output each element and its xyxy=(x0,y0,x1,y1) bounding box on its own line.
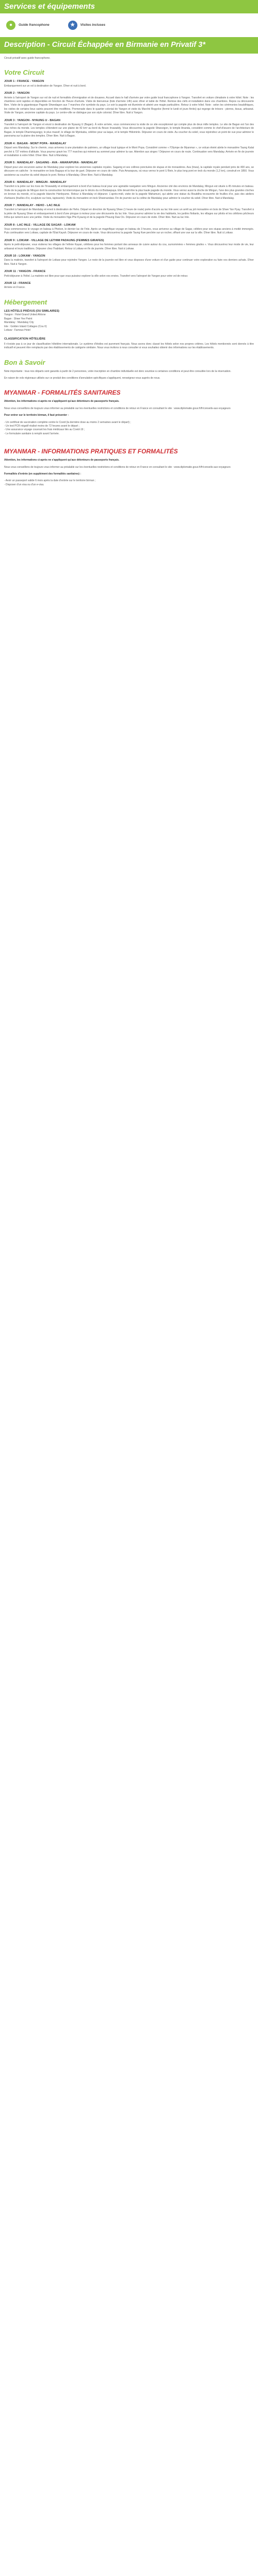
day-body: Après le petit-déjeuner, vous visiterez les villages de l'ethnie Kayan, célèbres pour les femmes portant des anneaux de cuivre autour du cou, surnommées « femmes girafes ». Vous découvrirez leur mode de vie, leur artisanat et leurs traditions. Déjeuner chez l'habitant. Retour à Loikaw en fin de journée. Dîner libre. Nuit à Loikaw. xyxy=(4,243,254,250)
hotel-line: Mandalay : Mandalay City xyxy=(4,321,34,325)
hotels-label: LES HÔTELS PRÉVUS (OU SIMILAIRES) xyxy=(4,309,59,313)
formalites2-p3: - Avoir un passeport valide 6 mois après la date d'entrée sur le territoire birman ; xyxy=(4,479,96,483)
itinerary-day xyxy=(0,161,258,177)
hotel-line: Bagan : Shwe Yee Pwint xyxy=(4,317,33,320)
day-title: JOUR 12 : FRANCE xyxy=(4,282,31,285)
itinerary-day xyxy=(0,92,258,115)
itinerary-day xyxy=(0,204,258,220)
bon-voyage-title: Bon à Savoir xyxy=(4,358,45,366)
formalites-sanitaires-title: MYANMAR - FORMALITÉS SANITAIRES xyxy=(4,389,121,397)
day-title: JOUR 4 : BAGAN - MONT POPA - MANDALAY xyxy=(4,142,67,145)
itinerary-day xyxy=(0,224,258,235)
formalites-list-item: - Le formulaire sanitaire à remplir avant l'arrivée. xyxy=(4,432,60,435)
classification-title: CLASSIFICATION HÔTELIÈRE xyxy=(4,337,46,341)
day-body: Transfert à l'aéroport de Yangon et envol à destination de Nyaung U (Bagan). À votre arrivée, vous commencerez la visite de ce site exceptionnel qui compte plus de deux mille temples. Le site de Bagan est l'un des plus riches du monde. Les temples s'étendent sur une plaine de 42 km² au bord du fleuve Irrawaddy. Vous découvrirez la pagode Shwezigon, le temple Ananda, considéré comme le chef-d'œuvre de l'architecture de Bagan, le temple Dhammayangyi, le plus massif, le village de Myinkaba, célèbre pour sa laque, et le temple Htilominlo. Déjeuner en cours de visite. Au coucher du soleil, vous rejoindrez un point de vue pour admirer le panorama sur la plaine des temples. Dîner libre. Nuit à Bagan. xyxy=(4,123,254,138)
day-body: Départ vers Mandalay. Sur le chemin, vous arriverez à une plantation de palmiers, un village local typique et le Mont Popa. Considéré comme « l'Olympe de Myanmar », ce volcan éteint abrite le monastère Taung Kalat perché à 737 mètres d'altitude. Vous pourrez gravir les 777 marches qui mènent au sommet pour admirer la vue. Attention aux singes ! Déjeuner en cours de route. Continuation vers Mandalay. Arrivée en fin de journée et installation à votre hôtel. Dîner libre. Nuit à Mandalay. xyxy=(4,146,254,157)
itinerary-day xyxy=(0,119,258,139)
day-title: JOUR 2 : YANGON xyxy=(4,92,30,95)
day-title: JOUR 8 : LAC INLE - VILLAGE DE SAGAR - LOIKAW xyxy=(4,223,76,227)
description-intro: Circuit privatif avec guide francophone. xyxy=(4,57,51,60)
formalites-list-item: - Un test PCR négatif réalisé moins de 72 heures avant le départ ; xyxy=(4,424,79,428)
itinerary-day xyxy=(0,80,258,88)
day-body: Arrivée en France. xyxy=(4,286,26,290)
hotel-line: Inle : Golden Island Cottages (Cou II) xyxy=(4,325,47,328)
badge-guide-label: Guide francophone xyxy=(19,23,50,27)
itinerary-day xyxy=(0,181,258,200)
formalites-warning xyxy=(0,400,258,403)
day-body: Transfert à l'aéroport de Mandalay et envol à destination de Heho. Départ en direction de Nyaung Shwe (1 heure de route) porte d'accès au lac Inle avec un arrêt au joli monastère en bois de Shwe Yan Pyay. Transfert à la jetée de Nyaung Shwe et embarquement à bord d'une pirogue à moteur pour une découverte du lac Inle. Vous pourrez admirer la vie des habitants, les jardins flottants, les villages sur pilotis et les célèbres pêcheurs Intha qui rament avec une jambe. Visite du monastère Nga Phe Kyaung et de la pagode Phaung Daw Oo. Déjeuner en cours de visite. Dîner libre. Nuit au lac Inle. xyxy=(4,208,254,219)
visits-icon: ★ xyxy=(68,21,77,30)
day-body: Vous commencerez le voyage en bateau à Phekon, le dernier lac de l'Inle. Après un magnifique voyage en bateau de 3 heures, vous arriverez au village de Sagar, célèbre pour ses stupas anciens à moitié immergés. Puis continuation vers Loikaw, capitale de l'État Kayah. Déjeuner en cours de route. Vous découvrirez la pagode Taung Kwe perchée sur un rocher, offrant une vue sur la ville. Dîner libre. Nuit à Loikaw. xyxy=(4,228,254,235)
itinerary-day xyxy=(0,270,258,278)
badge-guide xyxy=(6,21,50,30)
hotel-lines xyxy=(4,313,254,332)
day-title: JOUR 10 : LOIKAW - YANGON xyxy=(4,255,45,258)
description-header xyxy=(0,37,258,54)
itinerary-day xyxy=(0,255,258,266)
hotel-line: Yangon : Hotel Grand United Ahlone xyxy=(4,313,46,317)
formalites2-p4: - Disposer d'un visa ou d'un e-visa. xyxy=(4,483,44,486)
formalites2-p2-text: Formalités d'entrée (en supplément des formalités sanitaires) : xyxy=(4,472,82,476)
day-body: Petit-déjeuner à l'hôtel. La matinée est libre pour que vous puissiez explorer la ville selon vos envies. Transfert vers l'aéroport de Yangon pour votre vol de retour. xyxy=(4,274,188,278)
day-body: Départ pour une excursion autour de Mandalay pour explorer les anciennes capitales royales. Sagaing et ses collines ponctuées de stupas et de monastères. Ava (Inwa), la capitale royale pendant près de 400 ans, se découvre en calèche : le monastère en bois Bagaya et la tour de guet. Déjeuner en cours de visite. Puis Amarapura, où vous verrez le pont U Bein, le plus long pont en teck du monde (1,2 km), construit en 1850. Vous assisterez au coucher du soleil depuis le pont. Retour à Mandalay. Dîner libre. Nuit à Mandalay. xyxy=(4,165,254,177)
formalites-list xyxy=(0,421,258,436)
bon-voyage-body-2: En raison de vols régionaux utilisés sur ce produit des conditions d'annulation spécifiques s'appliquent, renseignez-vous auprès de nous. xyxy=(4,376,160,380)
services-header xyxy=(0,0,258,13)
day-title: JOUR 3 : YANGON - NYAUNG U - BAGAN xyxy=(4,118,60,122)
day-title: JOUR 6 : MANDALAY - MINGUN - MANDALAY xyxy=(4,180,67,184)
services-title: Services et équipements xyxy=(4,2,95,11)
formalites-list-item: - Un certificat de vaccination complète contre le Covid (la dernière dose au moins 2 semaines avant le départ) ; xyxy=(4,420,131,424)
formalites-p2 xyxy=(0,414,258,417)
day-title: JOUR 9 : LOIKAW - VILLAGE DE LETHMI PADAUNG (FEMMES GIRAFES) xyxy=(4,239,104,242)
day-body: Arrivée à l'aéroport de Yangon sur vol de nuit et formalités d'immigration et de douanes. Accueil dans le hall d'arrivée par votre guide local francophone à Yangon. Transfert en voiture climatisée à votre hôtel. Note : les chambres sont rapides et disponibles en fonction de l'heure d'arrivée. Visite de bienvenue (liste d'arrivée 14h) avec dîner et table de l'hôtel. Remise des clefs et installation dans vos chambres. Repos ou découverte libre. Visite de la gigantesque Pagode Shwedagon aux 7 marches d'or symbole du pays. Le soir la pagode est illuminée et atteint une magie particulière. Retour à votre hôtel. Note : selon les cérémonies bouddhiques, les visites de certains lieux saints peuvent être modifiées. Promenade dans le quartier colonial de Yangon et visite du Marché Bogyoke (fermé le lundi et jours fériés) qui regorge de trésors : pierres, tissus, artisanat. Visite de Yangon, ancienne capitale du pays. Le centre-ville se distingue par son style colonial. Dîner libre. Nuit à Yangon. xyxy=(4,96,254,115)
formalites-pratiques-title: MYANMAR - INFORMATIONS PRATIQUES ET FORMALITÉS xyxy=(4,448,178,455)
hebergement-title: Hébergement xyxy=(4,298,47,306)
itinerary-day xyxy=(0,282,258,290)
day-body: Embarquement sur un vol à destination de Yangon. Dîner et nuit à bord. xyxy=(4,84,87,88)
badges-row xyxy=(0,13,258,37)
itinerary-title: Votre Circuit xyxy=(4,69,44,77)
hotels-block xyxy=(0,310,258,332)
formalites-list-item: - Une assurance voyage couvrant les frais médicaux liés au Covid-19 ; xyxy=(4,428,85,432)
day-body: Transfert à la jetée sur les rives de l'Irrawaddy et embarquement à bord d'un bateau local pour une agréable navigation vers Mingun. Ancienne cité des environs de Mandalay, Mingun est située à 45 minutes en bateau. Visite de la pagode de Mingun dont la construction fut interrompue par le décès du roi Bodawpaya. Elle devait être la plus haute pagode du monde. Vous verrez aussi la cloche de Mingun, l'une des plus grandes cloches en bronze du monde, et la pagode blanche Hsinbyume. Retour à Mandalay et déjeuner. L'après-midi, visite de la pagode Mahamuni, qui abrite une statue du Bouddha recouverte de feuilles d'or, puis des ateliers d'artisans (feuilles d'or, sculpture sur bois, tapisserie). Visite du monastère en teck Shwenandaw. Fin de journée sur la colline de Mandalay pour admirer le coucher du soleil. Dîner libre. Nuit à Mandalay. xyxy=(4,185,254,200)
itinerary-day xyxy=(0,239,258,251)
itinerary-day xyxy=(0,142,258,158)
formalites-warning-text: Attention, les informations ci-après ne s'appliquent qu'aux détenteurs de passeports français. xyxy=(4,400,120,403)
bon-voyage-body: Note importante : tous nos départs sont garantis à partir de 2 personnes, votre inscription en chambre individuelle est donc soumise à certaines conditions et peut être consultée lors de la réservation. xyxy=(4,369,231,373)
hotel-line: Loikaw : Famous Hotel xyxy=(4,328,30,332)
formalites-p1: Nous vous conseillons de toujours vous informer au préalable sur les éventuelles restrictions et conditions de retour en France en consultant le site : www.diplomatie.gouv.fr/fr/conseils-aux-voyageurs xyxy=(4,406,231,410)
guide-icon: ● xyxy=(6,21,15,30)
badge-visits xyxy=(68,21,106,30)
formalites2-warning-text: Attention, les informations ci-après ne s'appliquent qu'aux détenteurs de passeports français. xyxy=(4,459,120,462)
day-title: JOUR 1 : FRANCE - YANGON xyxy=(4,80,44,83)
day-title: JOUR 7 : MANDALAY - HEHO - LAC INLE xyxy=(4,204,60,207)
day-title: JOUR 5 : MANDALAY - SAGAING - AVA - AMARAPURA - MANDALAY xyxy=(4,161,98,165)
formalites2-p1: Nous vous conseillons de toujours vous informer au préalable sur les éventuelles restrictions et conditions de retour en France en consultant le site : www.diplomatie.gouv.fr/fr/conseils-aux-voyageurs xyxy=(4,465,231,469)
formalites-p2-text: Pour entrer sur le territoire birman, il faut présenter : xyxy=(4,414,69,417)
description-title: Description - Circuit Échappée en Birmanie en Privatif 3* xyxy=(4,41,205,49)
day-title: JOUR 11 : YANGON - FRANCE xyxy=(4,270,46,274)
day-body: Dans la matinée, transfert à l'aéroport de Loikaw pour rejoindre Yangon. Le reste de la journée est libre et vous disposez d'une voiture et d'un guide pour continuer votre exploration ou faire vos derniers achats. Dîner libre. Nuit à Yangon. xyxy=(4,259,254,266)
formalites2-p2 xyxy=(0,472,258,476)
itinerary-days xyxy=(0,80,258,290)
badge-visits-label: Visites incluses xyxy=(80,23,106,27)
formalites2-warning xyxy=(0,459,258,462)
classification-body: Il n'existe pas à ce jour de classification hôtelière internationale. Le système d'étoiles est purement français. Nous avons donc classé les hôtels selon nos propres critères. Les hôtels mentionnés sont donnés à titre indicatif et peuvent être remplacés par des établissements de catégorie similaire. Nous vous invitons à nous consulter si vous souhaitez obtenir des informations sur les établissements. xyxy=(4,342,254,350)
